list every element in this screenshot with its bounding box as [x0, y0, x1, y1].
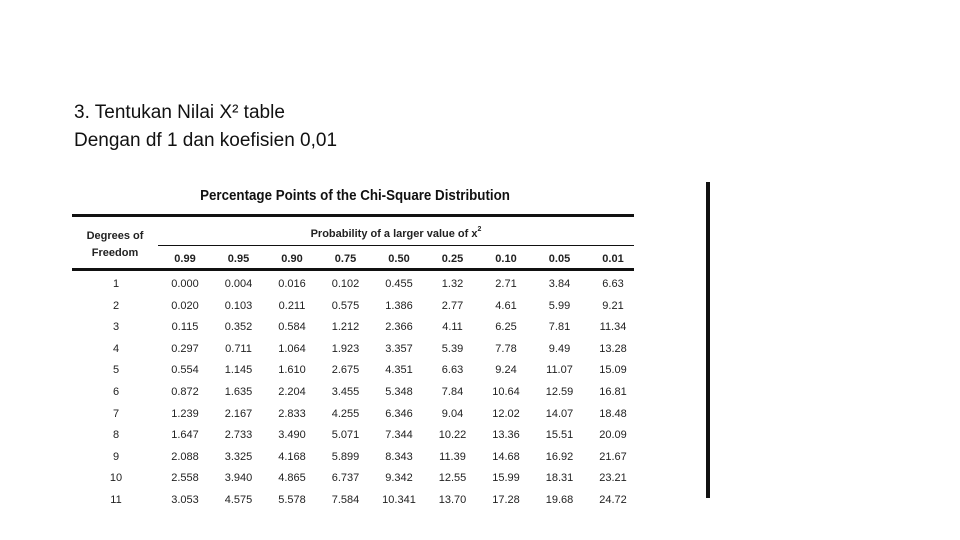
df-cell: 8 — [112, 429, 120, 442]
table-title: Percentage Points of the Chi-Square Distribution — [200, 188, 510, 204]
value-cell: 7.584 — [331, 494, 360, 506]
value-cell: 12.59 — [545, 386, 574, 398]
value-cell: 6.346 — [385, 407, 413, 420]
df-cell: 1 — [112, 278, 120, 290]
value-cell: 3.053 — [171, 494, 199, 506]
value-cell: 24.72 — [599, 494, 627, 506]
value-cell: 0.020 — [171, 299, 199, 312]
probability-header-rule — [158, 245, 634, 246]
value-cell: 16.92 — [545, 450, 574, 463]
value-cell: 0.584 — [278, 321, 306, 334]
df-cell: 9 — [112, 450, 120, 463]
value-cell: 20.09 — [599, 429, 627, 442]
value-cell: 0.004 — [224, 278, 253, 290]
question-line-2: Dengan df 1 dan koefisien 0,01 — [74, 130, 338, 151]
value-cell: 15.99 — [492, 472, 520, 485]
value-cell: 2.733 — [224, 429, 253, 442]
value-cell: 23.21 — [599, 472, 627, 485]
value-cell: 2.675 — [331, 364, 360, 377]
value-cell: 11.39 — [439, 450, 466, 463]
chi-square-table-image — [72, 182, 638, 506]
value-cell: 3.490 — [278, 429, 306, 442]
value-cell: 7.84 — [441, 386, 464, 398]
value-cell: 11.07 — [546, 364, 573, 377]
value-cell: 3.84 — [548, 278, 571, 290]
value-cell: 4.255 — [331, 407, 360, 420]
value-cell: 13.70 — [438, 494, 467, 506]
value-cell: 15.09 — [599, 364, 627, 377]
dof-header-line-2: Freedom — [91, 247, 139, 259]
df-cell: 5 — [112, 364, 120, 377]
value-cell: 6.63 — [441, 364, 464, 377]
value-cell: 0.711 — [225, 342, 252, 355]
value-cell: 11.34 — [599, 321, 627, 334]
value-cell: 6.25 — [495, 321, 517, 334]
column-header: 0.75 — [334, 253, 357, 265]
value-cell: 15.51 — [545, 429, 574, 442]
value-cell: 2.167 — [224, 407, 253, 420]
column-header: 0.05 — [548, 253, 571, 265]
value-cell: 18.31 — [545, 472, 574, 485]
value-cell: 7.81 — [548, 321, 571, 334]
dof-header-line-1: Degrees of — [86, 230, 144, 242]
value-cell: 7.78 — [495, 342, 517, 355]
value-cell: 5.899 — [331, 450, 360, 463]
value-cell: 1.610 — [278, 364, 306, 377]
value-cell: 2.77 — [441, 299, 464, 312]
value-cell: 1.064 — [278, 342, 306, 355]
table-top-rule — [72, 214, 634, 217]
value-cell: 4.61 — [495, 299, 517, 312]
value-cell: 1.32 — [441, 278, 464, 290]
value-cell: 0.102 — [331, 278, 360, 290]
value-cell: 9.342 — [385, 472, 413, 485]
value-cell: 2.833 — [278, 407, 306, 420]
value-cell: 3.357 — [385, 342, 413, 355]
value-cell: 2.366 — [385, 321, 413, 334]
df-cell: 6 — [112, 386, 120, 398]
value-cell: 9.24 — [495, 364, 517, 377]
value-cell: 7.344 — [385, 429, 413, 442]
question-text — [74, 99, 337, 155]
value-cell: 13.36 — [492, 429, 520, 442]
value-cell: 4.575 — [224, 494, 253, 506]
value-cell: 1.239 — [171, 407, 199, 420]
column-header: 0.10 — [495, 253, 517, 265]
value-cell: 0.103 — [224, 299, 253, 312]
value-cell: 1.647 — [171, 429, 199, 442]
value-cell: 0.115 — [171, 321, 199, 334]
value-cell: 2.204 — [278, 386, 306, 398]
df-cell: 4 — [112, 342, 120, 355]
df-cell: 3 — [112, 321, 120, 334]
df-cell: 10 — [109, 472, 123, 485]
column-header: 0.25 — [441, 253, 464, 265]
value-cell: 21.67 — [599, 450, 627, 463]
question-line-1: 3. Tentukan Nilai X² table — [74, 102, 285, 123]
degrees-of-freedom-header — [82, 228, 148, 262]
value-cell: 14.07 — [545, 407, 574, 420]
value-cell: 1.923 — [331, 342, 360, 355]
df-cell: 7 — [112, 407, 120, 420]
value-cell: 9.04 — [441, 407, 464, 420]
value-cell: 0.016 — [278, 278, 306, 290]
value-cell: 10.22 — [438, 429, 467, 442]
column-header: 0.01 — [602, 253, 624, 265]
value-cell: 17.28 — [492, 494, 520, 506]
column-header: 0.95 — [227, 253, 250, 265]
value-cell: 4.168 — [278, 450, 306, 463]
value-cell: 0.554 — [171, 364, 199, 377]
value-cell: 1.145 — [224, 364, 253, 377]
header-bottom-rule — [72, 268, 634, 271]
value-cell: 5.348 — [385, 386, 413, 398]
value-cell: 6.737 — [331, 472, 360, 485]
value-cell: 0.575 — [331, 299, 360, 312]
value-cell: 5.578 — [278, 494, 306, 506]
value-cell: 4.351 — [385, 364, 413, 377]
value-cell: 2.088 — [171, 450, 199, 463]
value-cell: 5.39 — [441, 342, 464, 355]
value-cell: 3.455 — [331, 386, 360, 398]
value-cell: 4.865 — [278, 472, 306, 485]
value-cell: 10.341 — [382, 494, 416, 506]
value-cell: 8.343 — [385, 450, 413, 463]
value-cell: 2.71 — [495, 278, 517, 290]
value-cell: 0.211 — [278, 299, 306, 312]
value-cell: 9.21 — [602, 299, 624, 312]
value-cell: 1.386 — [385, 299, 413, 312]
column-header: 0.99 — [174, 253, 196, 265]
value-cell: 3.940 — [224, 472, 253, 485]
value-cell: 18.48 — [599, 407, 627, 420]
value-cell: 9.49 — [548, 342, 571, 355]
value-cell: 19.68 — [545, 494, 574, 506]
value-cell: 6.63 — [602, 278, 624, 290]
value-cell: 12.02 — [492, 407, 520, 420]
value-cell: 5.99 — [548, 299, 571, 312]
value-cell: 16.81 — [599, 386, 627, 398]
df-cell: 2 — [112, 299, 120, 312]
column-header: 0.90 — [281, 253, 303, 265]
value-cell: 0.352 — [224, 321, 253, 334]
value-cell: 3.325 — [224, 450, 253, 463]
probability-header-text: Probability of a larger value of x — [310, 228, 478, 240]
value-cell: 12.55 — [438, 472, 467, 485]
value-cell: 0.297 — [171, 342, 199, 355]
value-cell: 1.212 — [331, 321, 360, 334]
value-cell: 1.635 — [224, 386, 253, 398]
probability-header — [158, 226, 634, 240]
column-header: 0.50 — [388, 253, 410, 265]
image-right-edge — [706, 182, 710, 498]
value-cell: 4.11 — [442, 321, 463, 334]
probability-header-superscript: 2 — [477, 226, 482, 233]
df-cell: 11 — [110, 494, 122, 506]
value-cell: 13.28 — [599, 342, 627, 355]
value-cell: 0.455 — [385, 278, 413, 290]
value-cell: 5.071 — [331, 429, 360, 442]
value-cell: 0.872 — [171, 386, 199, 398]
value-cell: 10.64 — [492, 386, 520, 398]
value-cell: 0.000 — [171, 278, 199, 290]
value-cell: 14.68 — [492, 450, 520, 463]
value-cell: 2.558 — [171, 472, 199, 485]
